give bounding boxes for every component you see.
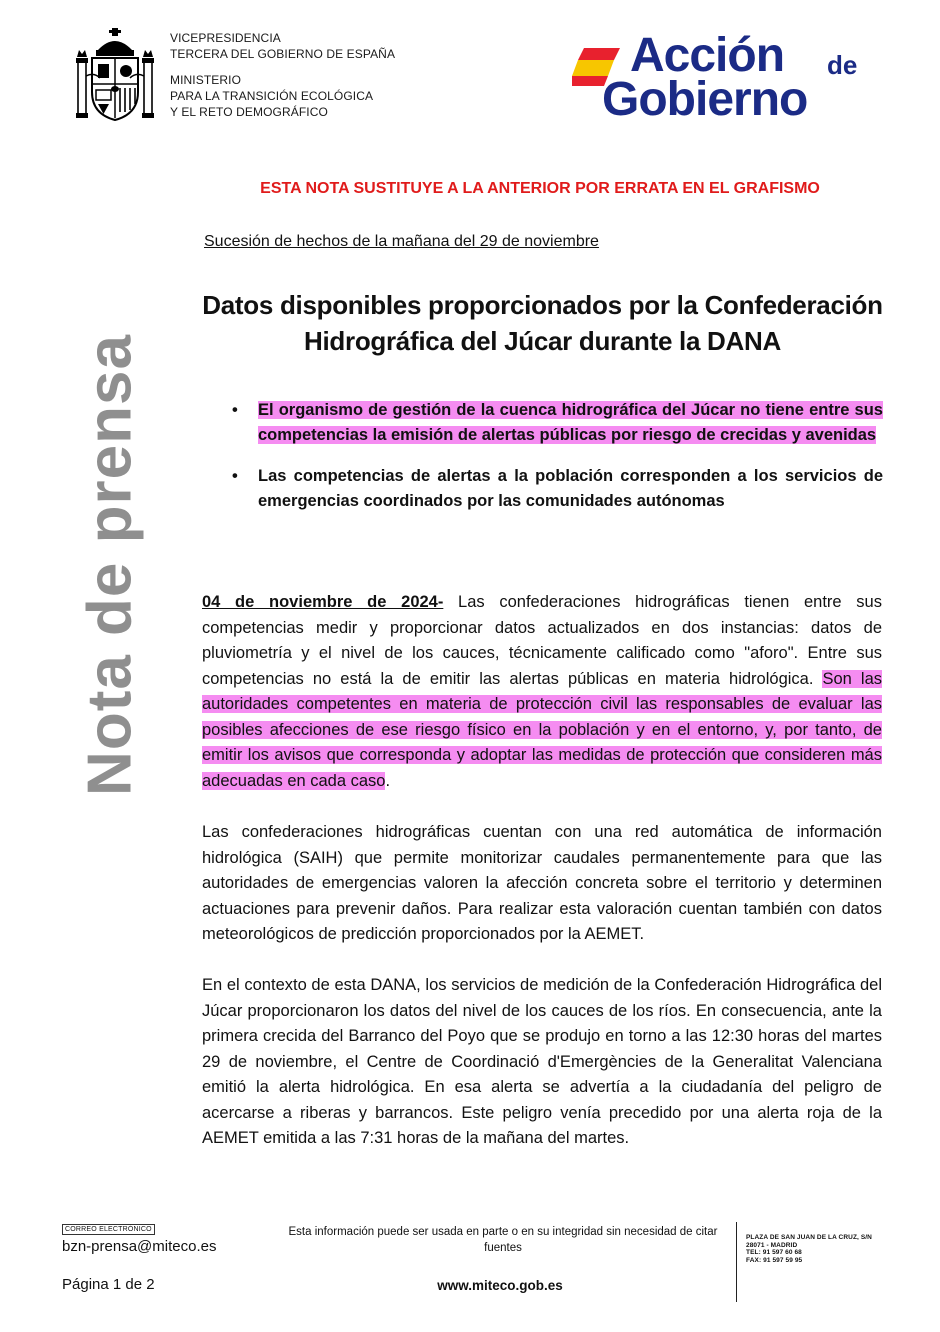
logo-de: de <box>827 50 858 80</box>
body-paragraph-2: Las confederaciones hidrográficas cuentan con una red automática de información hidrológica (SAIH) que permite monitorizar caudales permanentemente para que las autoridades de emergencias valoren la afección concreta sobre el territorio y determinen actuaciones para prevenir daños. Para realizar esta valoración cuentan también con datos meteorológicos de predicción proporcionados por la AEMET. <box>202 823 882 943</box>
side-label-text: Nota de prensa <box>75 334 145 796</box>
ministry-line: VICEPRESIDENCIA <box>170 31 281 45</box>
address-line: 28071 - MADRID <box>746 1241 798 1249</box>
address-line: PLAZA DE SAN JUAN DE LA CRUZ, S/N <box>746 1234 872 1241</box>
errata-notice: ESTA NOTA SUSTITUYE A LA ANTERIOR POR ERRATA EN EL GRAFISMO <box>260 180 820 197</box>
ministry-line: Y EL RETO DEMOGRÁFICO <box>170 105 328 119</box>
email-label: CORREO ELECTRÓNICO <box>62 1224 155 1235</box>
logo-gobierno: Gobierno <box>602 73 808 126</box>
dateline: 04 de noviembre de 2024- <box>202 593 444 611</box>
body-paragraph-3: En el contexto de esta DANA, los servicios de medición de la Confederación Hidrográfica del Júcar proporcionaron los datos del nivel de los cauces de los ríos. En consecuencia, ante la primera crecida del Barranco del Poyo que se produjo en torno a las 12:30 horas del martes 29 de noviembre, el Centre de Coordinació d'Emergències de la Generalitat Valenciana emitió la alerta hidrológica. En esa alerta se advertía a la ciudadanía del peligro de acercarse a riberas y barrancos. Este peligro venía precedido por una alerta roja de la AEMET emitida a las 7:31 horas de la mañana del martes. <box>202 976 882 1147</box>
bullet-icon: • <box>232 467 238 485</box>
list-item <box>228 464 883 514</box>
ministry-heading <box>170 30 395 120</box>
logo-accion: Acción <box>630 29 785 82</box>
press-email-link[interactable]: bzn-prensa@miteco.es <box>62 1238 217 1255</box>
bullet-icon: • <box>232 401 238 419</box>
bullet-text-highlighted: El organismo de gestión de la cuenca hidrográfica del Júcar no tiene entre sus competencias la emisión de alertas públicas por riesgo de crecidas y avenidas <box>258 401 883 444</box>
headline: Datos disponibles proporcionados por la Confederación Hidrográfica del Júcar durante la DANA <box>202 290 883 356</box>
coat-of-arms-logo <box>74 28 156 128</box>
page-number: Página 1 de 2 <box>62 1276 155 1293</box>
subtitle: Sucesión de hechos de la mañana del 29 de noviembre <box>204 233 599 250</box>
ministry-line: TERCERA DEL GOBIERNO DE ESPAÑA <box>170 47 396 61</box>
address-line: TEL: 91 597 60 68 <box>746 1249 802 1256</box>
paragraph-end: . <box>385 771 391 790</box>
nota-de-prensa-label <box>50 330 170 800</box>
footer-divider <box>736 1222 737 1302</box>
bullet-text: Las competencias de alertas a la población corresponden a los servicios de emergencias coordinados por las comunidades autónomas <box>258 467 883 510</box>
postal-address <box>746 1234 872 1264</box>
paragraph-text: Las confederaciones hidrográficas tienen entre sus competencias medir y proporcionar datos actualizados en dos instancias: datos de pluviometría y el nivel de los cauces, técnicamente calificado como "aforo". Entre sus competencias no está la de emitir las alertas públicas en materia hidrológica. <box>202 593 882 688</box>
ministry-line: MINISTERIO <box>170 73 242 87</box>
address-line: FAX: 91 597 59 95 <box>746 1256 803 1264</box>
website-link[interactable]: www.miteco.gob.es <box>437 1278 563 1293</box>
usage-notice: Esta información puede ser usada en parte o en su integridad sin necesidad de citar fuentes <box>288 1226 718 1254</box>
body-paragraph-1 <box>202 590 882 794</box>
highlighted-text: Son las autoridades competentes en materia de protección civil las responsables de evaluar las posibles afecciones de ese riesgo físico en la población y en el entorno, y, por tanto, de emitir los avisos que corresponda y adoptar las medidas de protección que consideren más adecuadas en cada caso <box>202 669 882 790</box>
key-points-list <box>228 398 883 514</box>
accion-de-gobierno-logo <box>572 30 872 130</box>
list-item <box>228 398 883 448</box>
ministry-line: PARA LA TRANSICIÓN ECOLÓGICA <box>170 89 374 103</box>
